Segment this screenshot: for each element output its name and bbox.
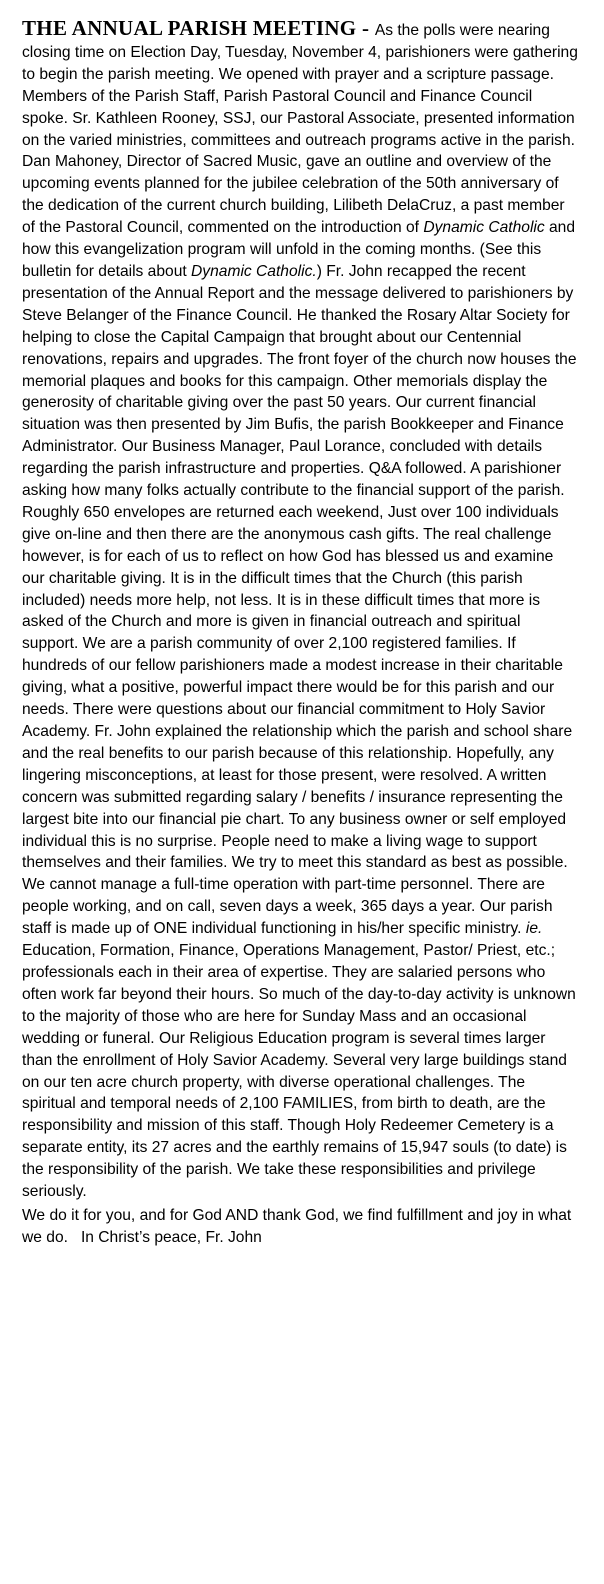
body-text: ) Fr. John recapped the recent presentation of the Annual Report and the message delivered to parishioners by Steve Belanger of the Finance Council. He thanked the Rosary Altar Society for helping to close the Capital Campaign that brought about our Centennial renovations, repairs and upgrades. The front foyer of the church now houses the memorial plaques and books for this campaign. Other memorials display the generosity of charitable giving over the past 50 years. Our current financial situation was then presented by Jim Bufis, the parish Bookkeeper and Finance Administrator. Our Business Manager, Paul Lorance, concluded with details regarding the parish infrastructure and properties. Q&A followed. A parishioner asking how many folks actually contribute to the financial support of the parish. Roughly 650 envelopes are returned each weekend, Just over 100 individuals give on-line and then there are the anonymous cash gifts. The real challenge however, is for each of us to reflect on how God has blessed us and examine our charitable giving. It is in the difficult times that the Church (this parish included) needs more help, not less. It is in these difficult times that more is asked of the Church and more is given in financial outreach and spiritual support. We are a parish community of over 2,100 registered families. If hundreds of our fellow parishioners made a modest increase in their charitable giving, what a positive, powerful impact there would be for this parish and our needs. There were questions about our financial commitment to Holy Savior Academy. Fr. John explained the relationship which the parish and school share and the real benefits to our parish because of this relationship. Hopefully, any lingering misconceptions, at least for those present, were resolved. A written concern was submitted regarding salary / benefits / insurance representing the largest bite into our financial pie chart. To any business owner or self employed individual this is no surprise. People need to make a living wage to support themselves and their families. We try to meet this standard as best as possible. We cannot manage a full-time operation with part-time personnel. There are people working, and on call, seven days a week, 365 days a year. Our parish staff is made up of ONE individual functioning in his/her specific ministry. <box>22 262 577 938</box>
abbreviation-ie: ie. <box>525 920 543 938</box>
body-text: As the polls were nearing closing time on Election Day, Tuesday, November 4, parishioners were gathering to begin the parish meeting. We opened with prayer and a scripture passage. Members of the Parish Staff, Parish Pastoral Council and Finance Council spoke. Sr. Kathleen Rooney, SSJ, our Pastoral Associate, presented information on the varied ministries, committees and outreach programs active in the parish. Dan Mahoney, Director of Sacred Music, gave an outline and overview of the upcoming events planned for the jubilee celebration of the 50th anniversary of the dedication of the current church building, Lilibeth DelaCruz, a past member of the Pastoral Council, commented on the introduction of <box>22 22 578 237</box>
article <box>22 18 580 1249</box>
closing-text: We do it for you, and for God AND thank God, we find fulfillment and joy in what we do. <box>22 1206 572 1246</box>
article-body <box>22 18 580 1203</box>
body-text: and how this evangelization program will unfold in the coming months. (See this bulletin for details about <box>22 219 576 280</box>
signoff: In Christ’s peace, Fr. John <box>80 1228 262 1246</box>
publication-title: Dynamic Catholic <box>423 219 545 237</box>
publication-title: Dynamic Catholic. <box>191 262 317 280</box>
body-text: Education, Formation, Finance, Operations Management, Pastor/ Priest, etc.; professionals each in their area of expertise. They are salaried persons who often work far beyond their hours. So much of the day-to-day activity is unknown to the majority of those who are here for Sunday Mass and an occasional wedding or funeral. Our Religious Education program is several times larger than the enrollment of Holy Savior Academy. Several very large buildings stand on our ten acre church property, with diverse operational challenges. The spiritual and temporal needs of 2,100 FAMILIES, from birth to death, are the responsibility and mission of this staff. Though Holy Redeemer Cemetery is a separate entity, its 27 acres and the earthly remains of 15,947 souls (to date) is the responsibility of the parish. We take these responsibilities and privilege seriously. <box>22 942 576 1201</box>
article-headline: THE ANNUAL PARISH MEETING - <box>22 16 375 40</box>
closing-paragraph <box>22 1205 580 1249</box>
